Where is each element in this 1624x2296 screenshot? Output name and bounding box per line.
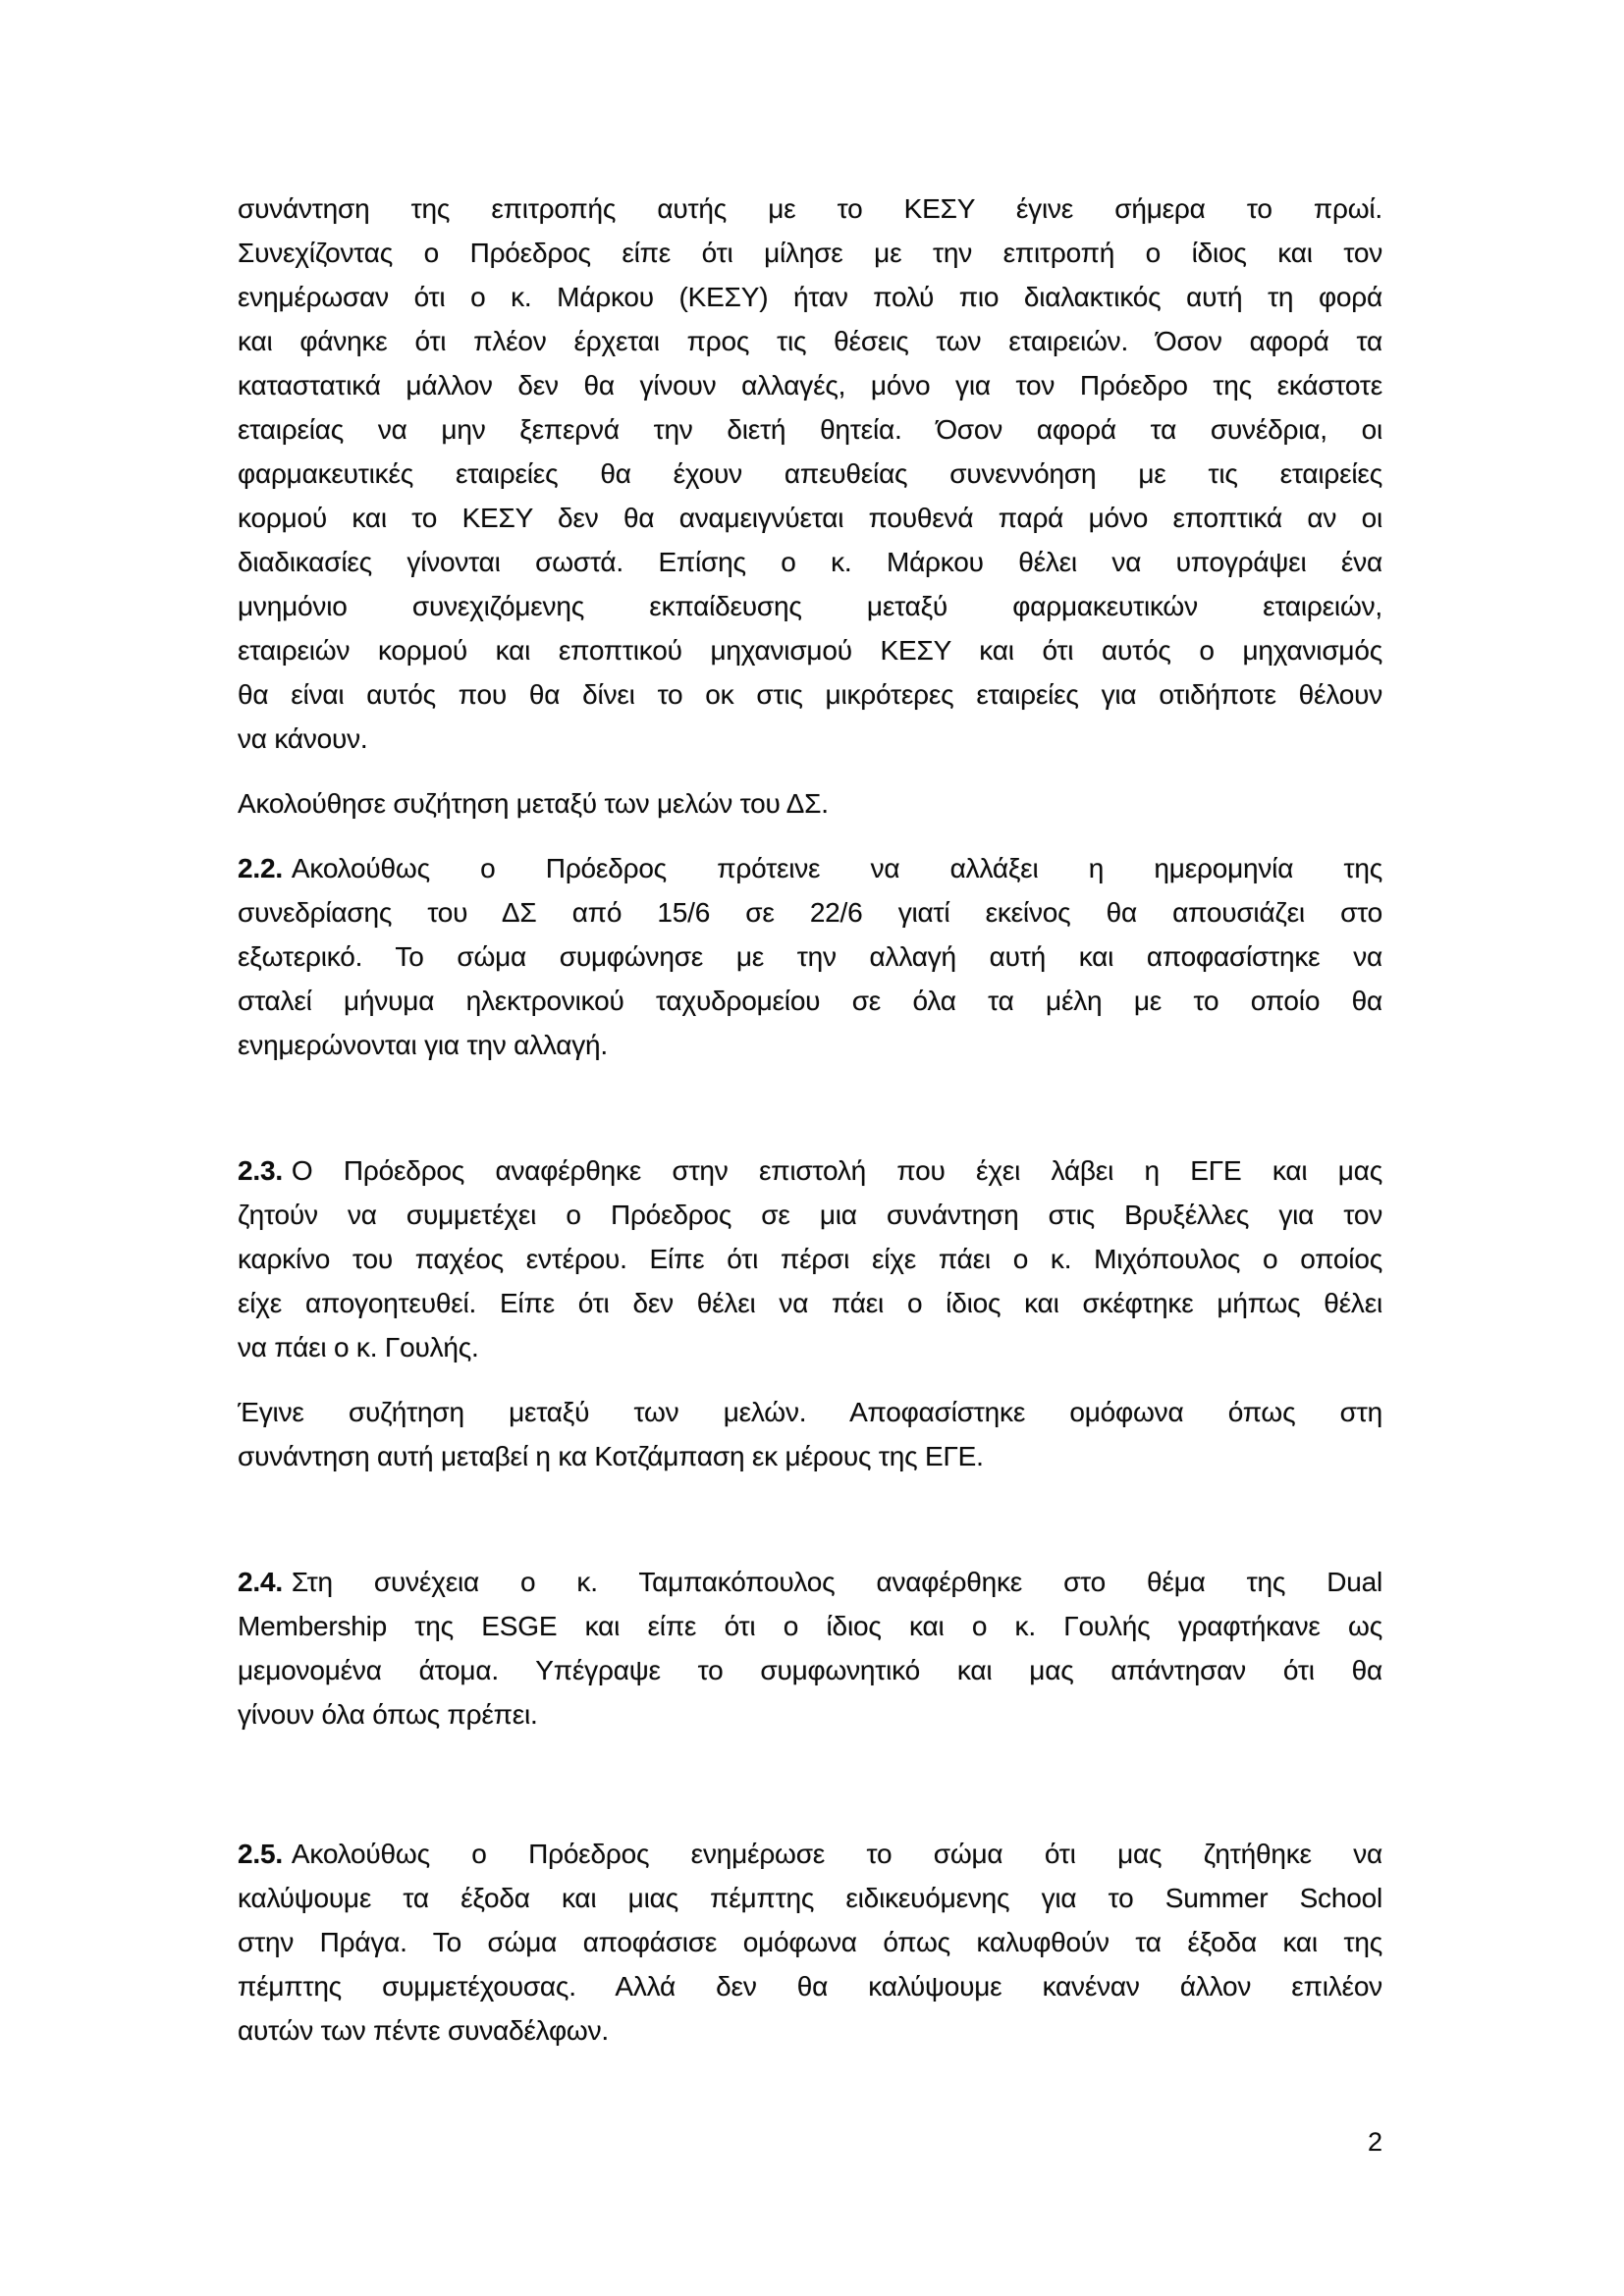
text-line: είχε απογοητευθεί. Είπε ότι δεν θέλει να πάει ο ίδιος και σκέφτηκε μήπως θέλει [238,1288,1382,1318]
text-line: Συνεχίζοντας ο Πρόεδρος είπε ότι μίλησε με την επιτροπή ο ίδιος και τον [238,238,1382,268]
text-line: καρκίνο του παχέος εντέρου. Είπε ότι πέρσι είχε πάει ο κ. Μιχόπουλος ο οποίος [238,1244,1382,1274]
text-line: καλύψουμε τα έξοδα και μιας πέμπτης ειδικευόμενης για το Summer School [238,1883,1382,1913]
text-line: καταστατικά μάλλον δεν θα γίνουν αλλαγές, μόνο για τον Πρόεδρο της εκάστοτε [238,370,1382,400]
section-number: 2.5. [238,1839,283,1869]
text-line: Membership της ESGE και είπε ότι ο ίδιος και ο κ. Γουλής γραφτήκανε ως [238,1611,1382,1641]
text-line [238,846,1382,890]
text-line: συνεδρίασης του ΔΣ από 15/6 σε 22/6 γιατί εκείνος θα απουσιάζει στο [238,897,1382,928]
text-line: σταλεί μήνυμα ηλεκτρονικού ταχυδρομείου σε όλα τα μέλη με το οποίο θα [238,986,1382,1016]
text-line: στην Πράγα. Το σώμα αποφάσισε ομόφωνα όπως καλυφθούν τα έξοδα και της [238,1927,1382,1957]
text-line [238,1148,1382,1193]
page-number: 2 [1367,2127,1382,2157]
text-line: ενημέρωσαν ότι ο κ. Μάρκου (ΚΕΣΥ) ήταν πολύ πιο διαλακτικός αυτή τη φορά [238,282,1382,312]
text-line: μνημόνιο συνεχιζόμενης εκπαίδευσης μεταξύ φαρμακευτικών εταιρειών, [238,591,1382,621]
text-line: εταιρείας να μην ξεπερνά την διετή θητεία. Όσον αφορά τα συνέδρια, οι [238,414,1382,445]
text-line: θα είναι αυτός που θα δίνει το οκ στις μικρότερες εταιρείες για οτιδήποτε θέλουν [238,679,1382,710]
text-line: εταιρειών κορμού και εποπτικού μηχανισμού ΚΕΣΥ και ότι αυτός ο μηχανισμός [238,635,1382,666]
paragraph-2-2 [238,846,1382,1067]
text-line: και φάνηκε ότι πλέον έρχεται προς τις θέσεις των εταιρειών. Όσον αφορά τα [238,326,1382,356]
section-number: 2.2. [238,853,283,883]
document-body [238,187,1382,2053]
section-number: 2.4. [238,1567,283,1597]
text-line: αυτών των πέντε συναδέλφων. [238,2015,609,2046]
text-line: Έγινε συζήτηση μεταξύ των μελών. Αποφασίστηκε ομόφωνα όπως στη [238,1397,1382,1427]
text-line: πέμπτης συμμετέχουσας. Αλλά δεν θα καλύψουμε κανέναν άλλον επιλέον [238,1971,1382,2002]
text-line: ζητούν να συμμετέχει ο Πρόεδρος σε μια συνάντηση στις Βρυξέλλες για τον [238,1200,1382,1230]
paragraph-2-5 [238,1832,1382,2053]
text-line: Ακολούθησε συζήτηση μεταξύ των μελών του ΔΣ. [238,788,829,819]
paragraph-continued [238,187,1382,761]
text-line: διαδικασίες γίνονται σωστά. Επίσης ο κ. Μάρκου θέλει να υπογράψει ένα [238,547,1382,577]
text-run: Ακολούθως ο Πρόεδρος ενημέρωσε το σώμα ότι μας ζητήθηκε να [291,1839,1382,1869]
text-line: να πάει ο κ. Γουλής. [238,1332,479,1362]
text-line [238,1560,1382,1604]
text-line: μεμονομένα άτομα. Υπέγραψε το συμφωνητικό και μας απάντησαν ότι θα [238,1655,1382,1685]
paragraph-2-3 [238,1148,1382,1369]
paragraph-discussion-note [238,781,1382,826]
text-line: φαρμακευτικές εταιρείες θα έχουν απευθείας συνεννόηση με τις εταιρείες [238,458,1382,489]
paragraph-decision-note [238,1390,1382,1478]
text-run: Στη συνέχεια ο κ. Ταμπακόπουλος αναφέρθηκε στο θέμα της Dual [291,1567,1382,1597]
text-line: γίνουν όλα όπως πρέπει. [238,1699,538,1730]
section-number: 2.3. [238,1155,283,1186]
text-run: Ο Πρόεδρος αναφέρθηκε στην επιστολή που έχει λάβει η ΕΓΕ και μας [291,1155,1382,1186]
paragraph-2-4 [238,1560,1382,1736]
text-line [238,1832,1382,1876]
text-line: εξωτερικό. Το σώμα συμφώνησε με την αλλαγή αυτή και αποφασίστηκε να [238,941,1382,972]
text-run: Ακολούθως ο Πρόεδρος πρότεινε να αλλάξει η ημερομηνία της [291,853,1382,883]
text-line: να κάνουν. [238,723,368,754]
text-line: συνάντηση αυτή μεταβεί η κα Κοτζάμπαση εκ μέρους της ΕΓΕ. [238,1441,984,1471]
text-line: ενημερώνονται για την αλλαγή. [238,1030,608,1060]
text-line: κορμού και το ΚΕΣΥ δεν θα αναμειγνύεται πουθενά παρά μόνο εποπτικά αν οι [238,503,1382,533]
text-line: συνάντηση της επιτροπής αυτής με το ΚΕΣΥ έγινε σήμερα το πρωί. [238,193,1382,224]
